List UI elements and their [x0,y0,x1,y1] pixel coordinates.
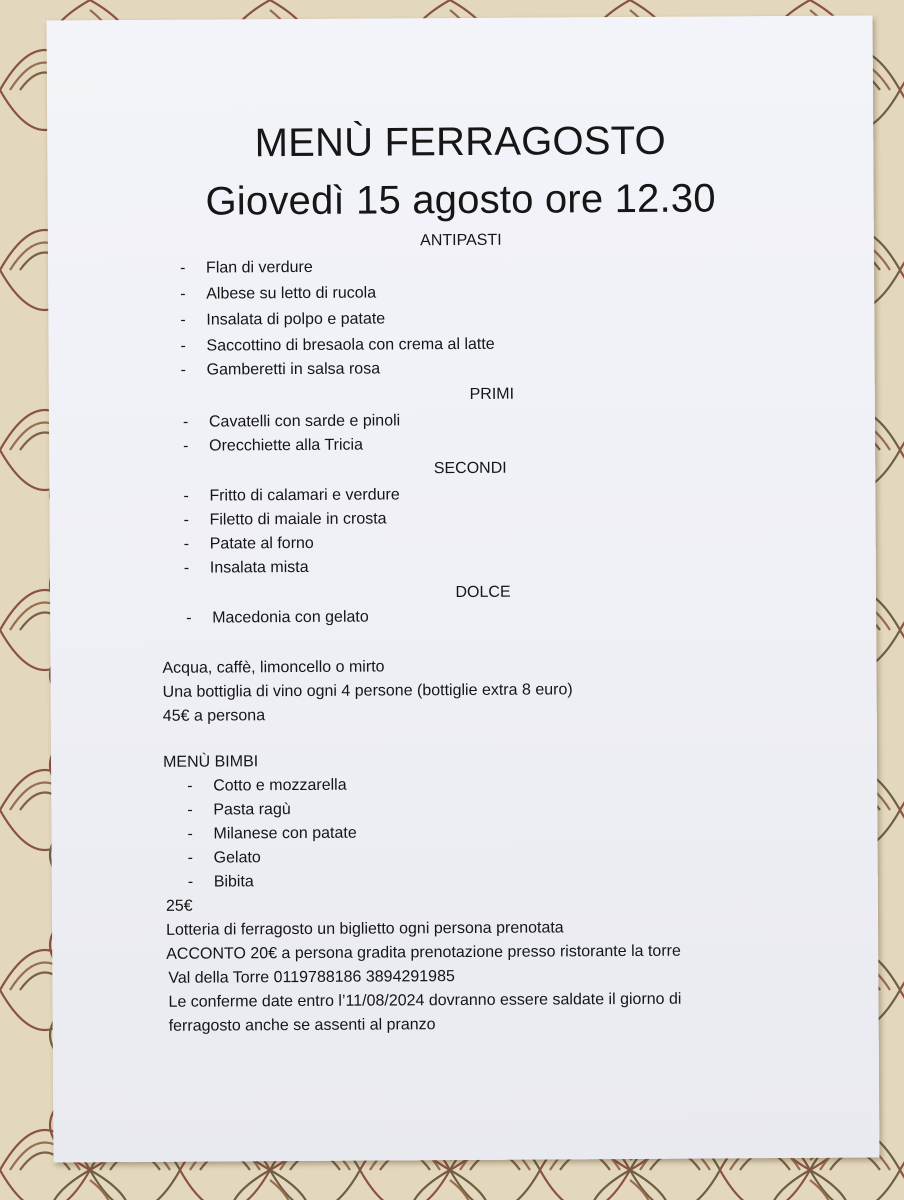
bullet-dash: - [183,535,190,553]
kids-item-label: Cotto e mozzarella [213,776,347,795]
bullet-dash: - [180,311,186,329]
menu-item-label: Cavatelli con sarde e pinoli [208,412,401,431]
menu-item-label: Gamberetti in salsa rosa [206,360,381,379]
note-confirmation-cont: ferragosto anche se assenti al pranzo [168,1016,436,1035]
menu-item-label: Patate al forno [209,534,314,553]
menu-date-time: Giovedì 15 agosto ore 12.30 [205,176,716,224]
kids-item-label: Gelato [213,849,261,867]
bullet-dash: - [180,285,186,303]
section-title-antipasti: ANTIPASTI [420,231,502,250]
bullet-dash: - [180,337,186,355]
note-deposit: ACCONTO 20€ a persona gradita prenotazione presso ristorante la torre [166,942,681,963]
bullet-dash: - [186,609,192,627]
menu-item-label: Flan di verdure [205,258,313,277]
bullet-dash: - [187,873,194,891]
menu-item-label: Albese su letto di rucola [206,284,377,303]
bullet-dash: - [187,801,193,819]
menu-item-label: Orecchiette alla Tricia [209,436,364,455]
section-title-primi: PRIMI [469,385,515,403]
menu-item-label: Macedonia con gelato [212,608,369,627]
menu-sheet [47,15,880,1162]
note-confirmation: Le conferme date entro l’11/08/2024 dovranno essere saldate il giorno di [168,990,682,1011]
menu-item-label: Fritto di calamari e verdure [209,486,400,505]
bullet-dash: - [179,259,186,277]
extra-wine: Una bottiglia di vino ogni 4 persone (bottiglie extra 8 euro) [162,681,573,701]
bullet-dash: - [182,413,189,431]
bullet-dash: - [183,511,189,529]
menu-price: 45€ a persona [162,707,266,725]
kids-menu-price: 25€ [165,897,193,915]
bullet-dash: - [183,437,189,455]
kids-item-label: Pasta ragù [213,801,291,819]
menu-item-label: Saccottino di bresaola con crema al latte [206,335,495,355]
menu-title: MENÙ FERRAGOSTO [254,118,666,166]
section-title-secondi: SECONDI [433,459,507,478]
kids-menu-title: MENÙ BIMBI [163,753,259,771]
bullet-dash: - [187,849,194,867]
kids-item-label: Bibita [213,873,254,891]
bullet-dash: - [187,825,193,843]
menu-item-label: Insalata mista [209,558,309,577]
note-contacts: Val della Torre 0119788186 3894291985 [168,968,455,987]
bullet-dash: - [180,361,187,379]
section-title-dolce: DOLCE [455,583,511,602]
bullet-dash: - [187,777,193,795]
extra-drinks: Acqua, caffè, limoncello o mirto [162,658,385,677]
menu-item-label: Filetto di maiale in crosta [209,510,387,529]
kids-item-label: Milanese con patate [213,824,357,843]
note-lottery: Lotteria di ferragosto un biglietto ogni persona prenotata [166,919,564,939]
bullet-dash: - [183,559,190,577]
bullet-dash: - [183,487,189,505]
menu-item-label: Insalata di polpo e patate [206,310,386,329]
